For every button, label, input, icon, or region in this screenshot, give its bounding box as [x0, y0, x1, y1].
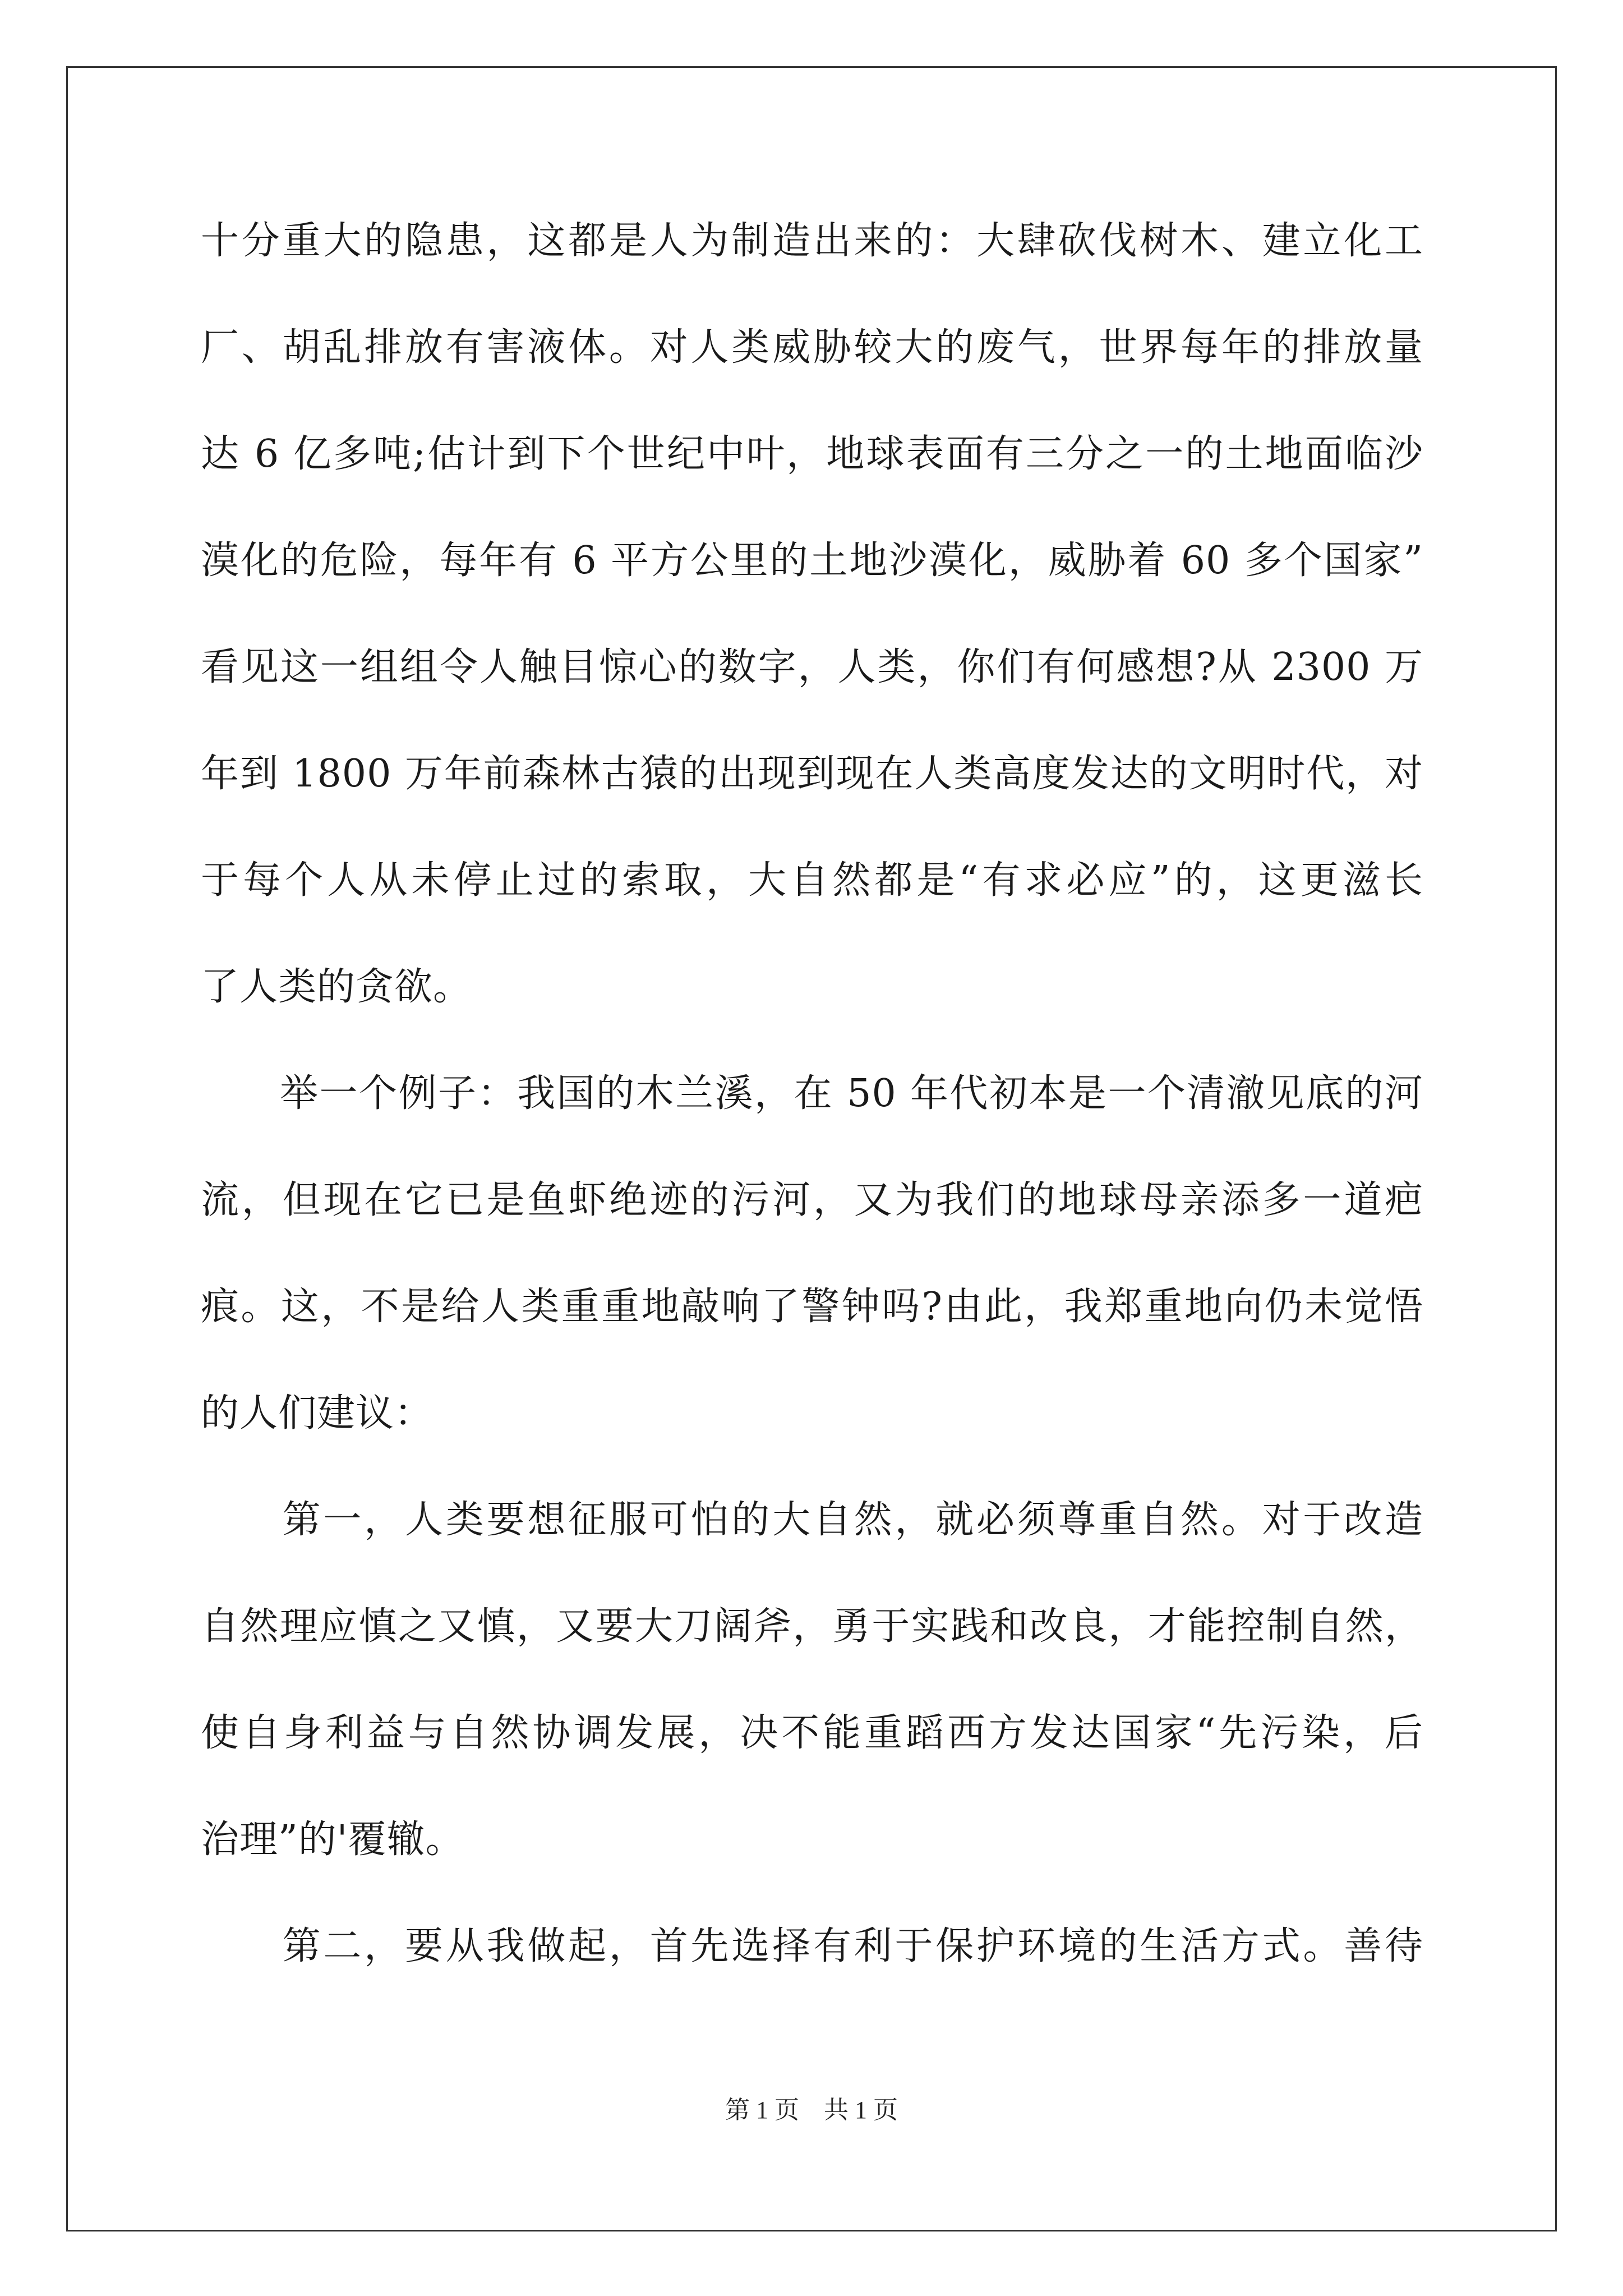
- text-line: 第一，人类要想征服可怕的大自然，就必须尊重自然。对于改造: [201, 1498, 1423, 1542]
- text-line: 第二，要从我做起，首先选择有利于保护环境的生活方式。善待: [201, 1924, 1423, 1968]
- text-line: 自然理应慎之又慎，又要大刀阔斧，勇于实践和改良，才能控制自然，: [201, 1604, 1423, 1649]
- text-line: 看见这一组组令人触目惊心的数字，人类，你们有何感想?从 2300 万: [201, 645, 1423, 689]
- text-line: 的人们建议：: [201, 1391, 434, 1435]
- text-line: 厂、胡乱排放有害液体。对人类威胁较大的废气，世界每年的排放量: [201, 325, 1423, 370]
- text-line: 流，但现在它已是鱼虾绝迹的污河，又为我们的地球母亲添多一道疤: [201, 1178, 1423, 1222]
- text-line: 痕。这，不是给人类重重地敲响了警钟吗?由此，我郑重地向仍未觉悟: [201, 1285, 1423, 1329]
- text-line: 达 6 亿多吨;估计到下个世纪中叶，地球表面有三分之一的土地面临沙: [201, 432, 1423, 476]
- document-body: [201, 214, 1423, 2026]
- text-line: 于每个人从未停止过的索取，大自然都是“有求必应”的，这更滋长: [201, 858, 1423, 903]
- text-line: 使自身利益与自然协调发展，决不能重蹈西方发达国家“先污染，后: [201, 1711, 1423, 1755]
- text-line: 漠化的危险，每年有 6 平方公里的土地沙漠化，威胁着 60 多个国家”: [201, 539, 1423, 583]
- text-line: 了人类的贪欲。: [201, 965, 472, 1009]
- text-line: 年到 1800 万年前森林古猿的出现到现在人类高度发达的文明时代，对: [201, 752, 1423, 796]
- text-line: 十分重大的隐患，这都是人为制造出来的：大肆砍伐树木、建立化工: [201, 219, 1423, 263]
- text-line: 治理”的'覆辙。: [201, 1818, 464, 1862]
- page-number-footer: 第 1 页 共 1 页: [725, 2096, 898, 2124]
- text-line: 举一个例子：我国的木兰溪，在 50 年代初本是一个清澈见底的河: [201, 1071, 1423, 1116]
